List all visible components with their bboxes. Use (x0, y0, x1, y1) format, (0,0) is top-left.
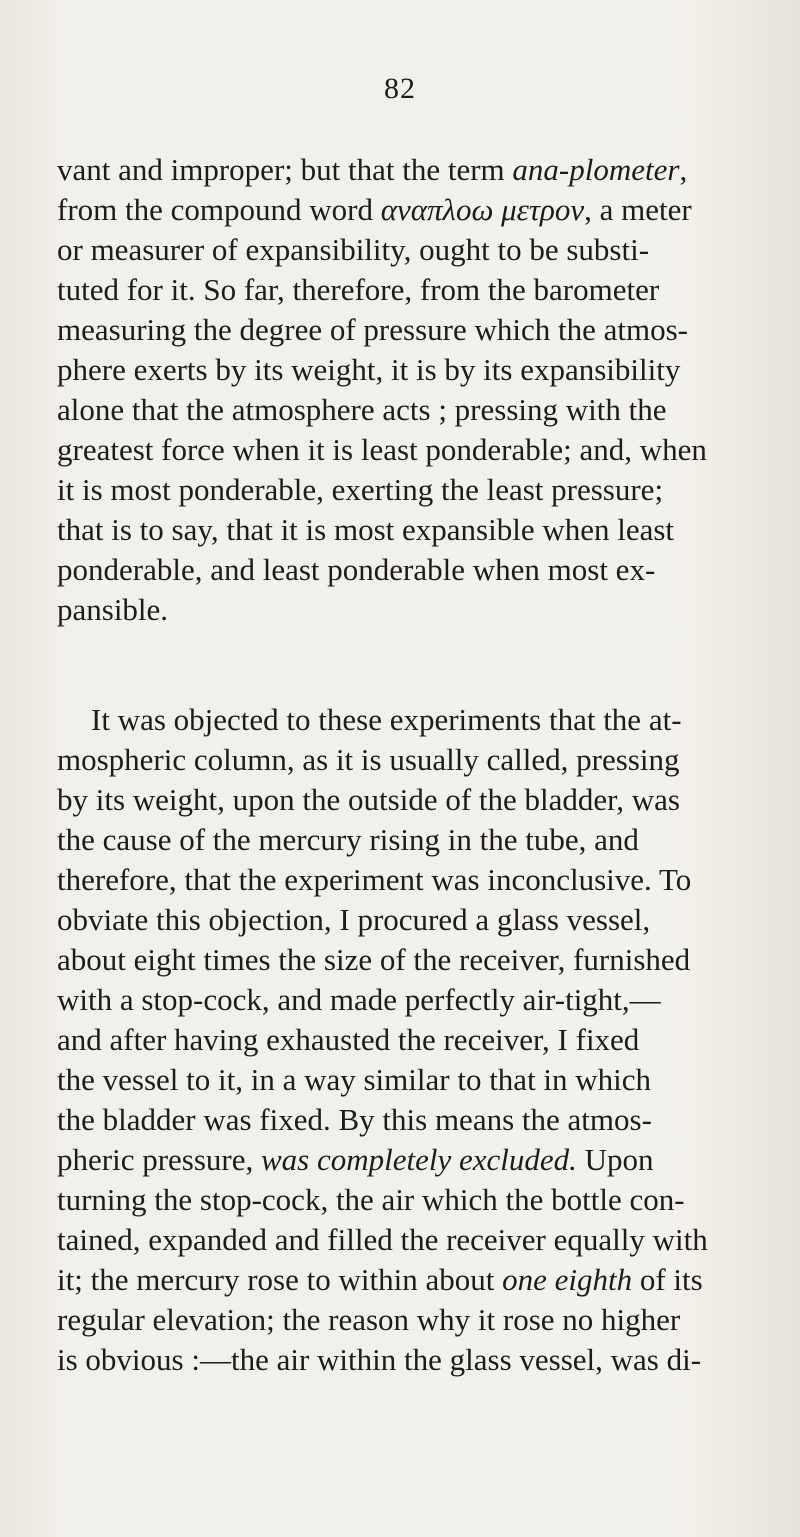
paragraph-gap (57, 630, 792, 700)
text-run: tuted for it. So far, therefore, from the barometer (57, 272, 660, 307)
paragraph (57, 150, 792, 630)
text-run: tained, expanded and filled the receiver equally with (57, 1222, 708, 1257)
text-line (57, 470, 792, 510)
text-run: pansible. (57, 592, 169, 627)
text-line (57, 980, 792, 1020)
body-text (57, 150, 792, 1380)
text-run: regular elevation; the reason why it rose no higher (57, 1302, 681, 1337)
text-line (57, 1060, 792, 1100)
italic-text: αναπλοω μετρον (380, 192, 585, 227)
text-run: measuring the degree of pressure which the atmos- (57, 312, 688, 347)
text-line (57, 390, 792, 430)
text-line (57, 1300, 792, 1340)
text-line (57, 230, 792, 270)
text-run: greatest force when it is least ponderable; and, when (57, 432, 707, 467)
text-run: that is to say, that it is most expansible when least (57, 512, 675, 547)
text-line (57, 510, 792, 550)
text-run: vant and improper; but that the term (57, 152, 513, 187)
text-run: alone that the atmosphere acts ; pressing with the (57, 392, 667, 427)
text-line (57, 1260, 792, 1300)
text-run: turning the stop-cock, the air which the bottle con- (57, 1182, 685, 1217)
text-run: it is most ponderable, exerting the least pressure; (57, 472, 664, 507)
paragraph (57, 700, 792, 1380)
text-run: the vessel to it, in a way similar to that in which (57, 1062, 652, 1097)
page-number: 82 (384, 72, 416, 105)
text-run: and after having exhausted the receiver, I fixed (57, 1022, 640, 1057)
text-line (57, 940, 792, 980)
text-line (57, 1180, 792, 1220)
text-run: with a stop-cock, and made perfectly air-tight,— (57, 982, 661, 1017)
text-run: , a meter (584, 192, 692, 227)
text-line (57, 700, 792, 740)
text-line (57, 430, 792, 470)
text-line (57, 190, 792, 230)
text-line (57, 820, 792, 860)
text-line (57, 310, 792, 350)
italic-text: ana-plometer (512, 152, 680, 187)
text-run: of its (632, 1262, 703, 1297)
text-line (57, 1020, 792, 1060)
text-run: from the compound word (57, 192, 381, 227)
text-run: obviate this objection, I procured a glass vessel, (57, 902, 651, 937)
text-run: ponderable, and least ponderable when most ex- (57, 552, 656, 587)
text-run: Upon (576, 1142, 654, 1177)
text-line (57, 780, 792, 820)
text-line (57, 900, 792, 940)
text-run: mospheric column, as it is usually called, pressing (57, 742, 680, 777)
text-line (57, 1100, 792, 1140)
text-line (57, 590, 792, 630)
text-line (57, 740, 792, 780)
text-line (57, 1340, 792, 1380)
text-run: , (679, 152, 688, 187)
text-run: is obvious :—the air within the glass vessel, was di- (57, 1342, 702, 1377)
text-run: phere exerts by its weight, it is by its expansibility (57, 352, 681, 387)
text-line (57, 350, 792, 390)
text-line (57, 1140, 792, 1180)
text-run: the bladder was fixed. By this means the atmos- (57, 1102, 652, 1137)
italic-text: was completely excluded. (261, 1142, 577, 1177)
text-line (57, 270, 792, 310)
text-run: pheric pressure, (57, 1142, 261, 1177)
text-run: the cause of the mercury rising in the tube, and (57, 822, 639, 857)
text-run: therefore, that the experiment was inconclusive. To (57, 862, 692, 897)
text-line (57, 150, 792, 190)
text-run: it; the mercury rose to within about (57, 1262, 503, 1297)
text-line (57, 1220, 792, 1260)
text-run: about eight times the size of the receiver, furnished (57, 942, 691, 977)
italic-text: one eighth (502, 1262, 633, 1297)
text-run: It was objected to these experiments that the at- (91, 702, 682, 737)
text-run: by its weight, upon the outside of the bladder, was (57, 782, 680, 817)
text-line (57, 860, 792, 900)
text-run: or measurer of expansibility, ought to be substi- (57, 232, 650, 267)
text-line (57, 550, 792, 590)
